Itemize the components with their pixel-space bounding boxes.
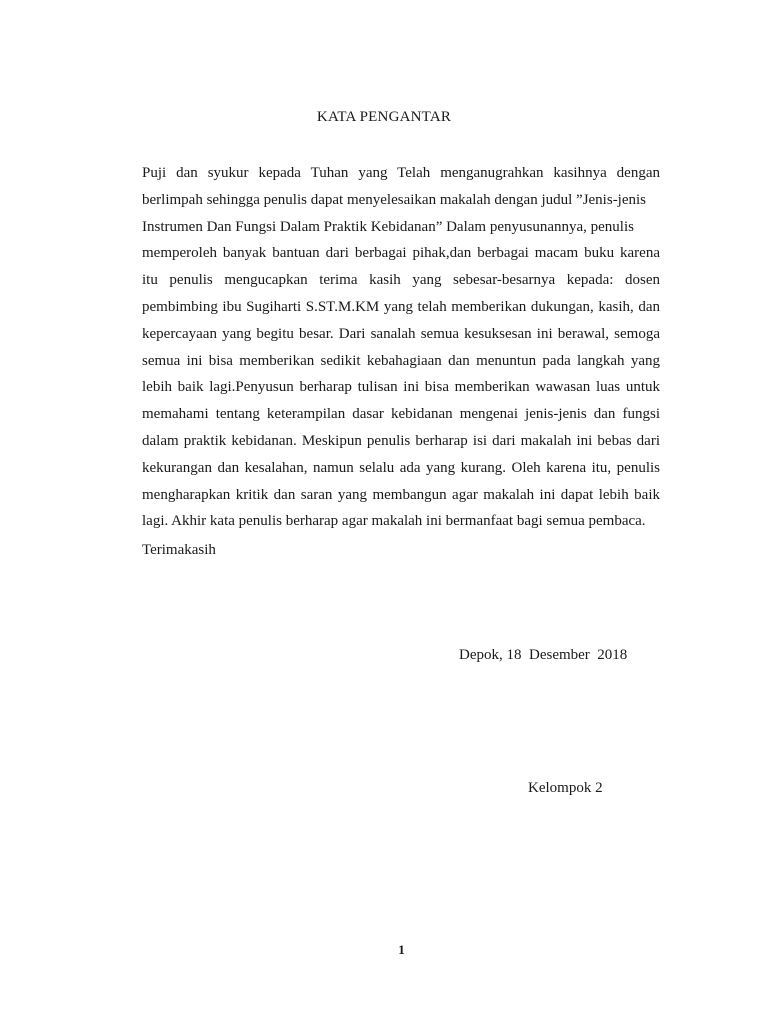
paragraph-line: mengharapkan kritik dan saran yang membangun agar makalah ini dapat lebih baik xyxy=(142,486,660,503)
paragraph-line: Instrumen Dan Fungsi Dalam Praktik Kebidanan” Dalam penyusunannya, penulis xyxy=(142,218,634,235)
preface-paragraph xyxy=(142,160,660,535)
paragraph-line: kepercayaan yang begitu besar. Dari sanalah semua kesuksesan ini berawal, semoga xyxy=(142,325,660,342)
paragraph-line: Puji dan syukur kepada Tuhan yang Telah menganugrahkan kasihnya dengan xyxy=(142,165,660,181)
paragraph-line: itu penulis mengucapkan terima kasih yang sebesar-besarnya kepada: dosen xyxy=(142,272,660,289)
document-title: KATA PENGANTAR xyxy=(316,109,452,125)
paragraph-line: berlimpah sehingga penulis dapat menyelesaikan makalah dengan judul ”Jenis-jenis xyxy=(142,191,647,208)
paragraph-line: memperoleh banyak bantuan dari berbagai pihak,dan berbagai macam buku karena xyxy=(142,245,660,262)
paragraph-line: memahami tentang keterampilan dasar kebidanan mengenai jenis-jenis dan fungsi xyxy=(142,406,660,423)
paragraph-line: lebih baik lagi.Penyusun berharap tulisan ini bisa memberikan wawasan luas untuk xyxy=(142,379,660,396)
place-date: Depok, 18 Desember 2018 xyxy=(459,647,628,663)
signature-group: Kelompok 2 xyxy=(528,780,603,796)
paragraph-line: pembimbing ibu Sugiharti S.ST.M.KM yang telah memberikan dukungan, kasih, dan xyxy=(142,298,660,315)
paragraph-line: kekurangan dan kesalahan, namun selalu ada yang kurang. Oleh karena itu, penulis xyxy=(142,459,660,476)
closing-text: Terimakasih xyxy=(142,542,216,558)
paragraph-line: dalam praktik kebidanan. Meskipun penulis berharap isi dari makalah ini bebas dari xyxy=(142,432,660,449)
page-number: 1 xyxy=(398,942,405,957)
paragraph-line: semua ini bisa memberikan sedikit kebahagiaan dan menuntun pada langkah yang xyxy=(142,352,660,369)
paragraph-line: lagi. Akhir kata penulis berharap agar makalah ini bermanfaat bagi semua pembaca. xyxy=(142,513,646,530)
